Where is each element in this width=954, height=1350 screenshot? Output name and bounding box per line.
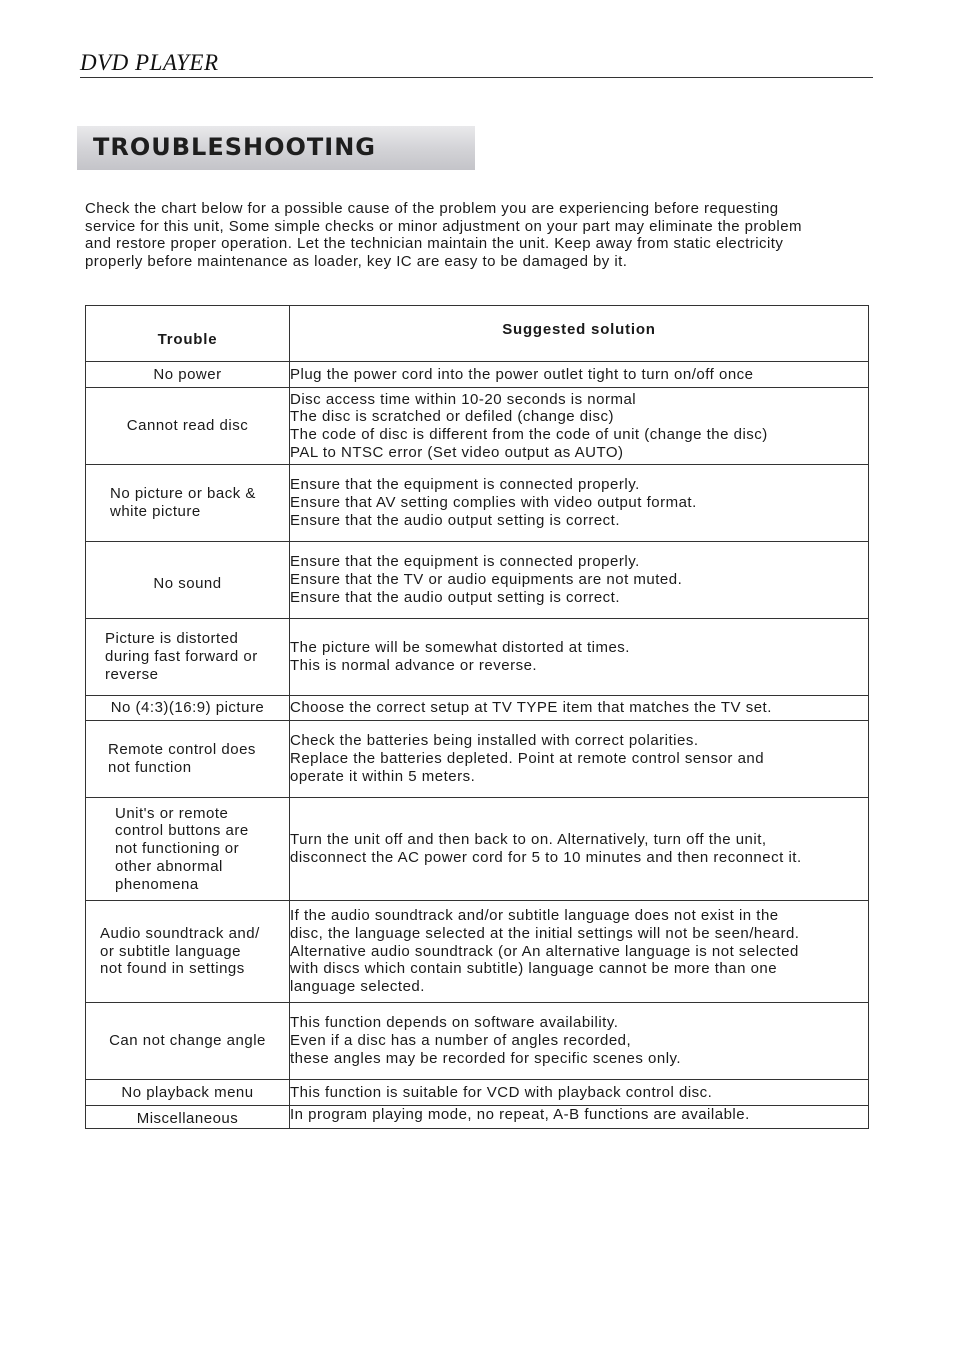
trouble-text: Audio soundtrack and/ [100, 924, 260, 942]
solution-text: Replace the batteries depleted. Point at remote control sensor and [290, 750, 765, 768]
table-row [86, 798, 869, 901]
table-row [86, 465, 869, 542]
trouble-cell [86, 465, 290, 542]
trouble-text: not function [108, 759, 192, 776]
trouble-text: No picture or back & [110, 485, 256, 503]
solution-text: Even if a disc has a number of angles recorded, [290, 1032, 632, 1050]
solution-text: Ensure that the TV or audio equipments are not muted. [290, 571, 683, 589]
trouble-text: No (4:3)(16:9) picture [110, 699, 265, 717]
solution-text: Ensure that the audio output setting is correct. [290, 588, 621, 606]
table-row [86, 1106, 869, 1129]
solution-text: operate it within 5 meters. [290, 767, 476, 785]
trouble-text: during fast forward or [105, 648, 258, 666]
solution-text: In program playing mode, no repeat, A-B functions are available. [290, 1106, 750, 1123]
table-row [86, 1003, 869, 1080]
solution-text: This function depends on software availability. [290, 1014, 619, 1032]
trouble-cell [86, 901, 290, 1003]
solution-cell [290, 901, 869, 1003]
trouble-text: other abnormal [115, 857, 223, 875]
solution-text: with discs which contain subtitle) language cannot be more than one [290, 960, 778, 978]
header-divider [80, 77, 873, 78]
trouble-cell [86, 798, 290, 901]
intro-line: Check the chart below for a possible cause of the problem you are experiencing before requesting [85, 200, 779, 217]
solution-cell [290, 465, 869, 542]
trouble-text: Picture is distorted [105, 630, 239, 648]
solution-text: Ensure that AV setting complies with video output format. [290, 494, 697, 512]
solution-text: The code of disc is different from the code of unit (change the disc) [290, 426, 768, 443]
table-row [86, 542, 869, 619]
table-row [86, 696, 869, 721]
page-header-title: DVD PLAYER [80, 50, 219, 75]
intro-line: properly before maintenance as loader, key IC are easy to be damaged by it. [85, 253, 628, 271]
trouble-cell [86, 542, 290, 619]
column-header-solution: Suggested solution [290, 306, 869, 362]
solution-text: The disc is scratched or defiled (change disc) [290, 408, 614, 426]
trouble-text: white picture [110, 503, 201, 520]
trouble-cell [86, 1080, 290, 1106]
trouble-text: not functioning or [115, 840, 240, 858]
trouble-text: Remote control does [108, 741, 256, 759]
solution-text: language selected. [290, 978, 425, 996]
solution-cell [290, 721, 869, 798]
solution-cell [290, 798, 869, 901]
solution-text: Ensure that the audio output setting is correct. [290, 511, 621, 529]
section-banner [77, 126, 475, 170]
trouble-text: reverse [105, 665, 159, 683]
trouble-cell [86, 696, 290, 721]
solution-text: Check the batteries being installed with correct polarities. [290, 732, 699, 750]
trouble-text: Can not change angle [109, 1032, 266, 1050]
solution-text: PAL to NTSC error (Set video output as AUTO) [290, 443, 624, 461]
trouble-text: Cannot read disc [126, 417, 249, 435]
solution-text: The picture will be somewhat distorted at times. [290, 639, 630, 657]
solution-cell [290, 1003, 869, 1080]
table-row [86, 721, 869, 798]
table-header-row [86, 306, 869, 362]
trouble-cell [86, 362, 290, 388]
trouble-text: No playback menu [121, 1083, 254, 1101]
solution-cell [290, 619, 869, 696]
solution-text: disc, the language selected at the initial settings will not be seen/heard. [290, 924, 800, 942]
solution-cell [290, 542, 869, 619]
trouble-text: No sound [153, 575, 222, 593]
troubleshooting-table [85, 305, 869, 1129]
solution-text: Alternative audio soundtrack (or An alternative language is not selected [290, 942, 799, 960]
trouble-cell [86, 1003, 290, 1080]
solution-text: these angles may be recorded for specific scenes only. [290, 1049, 682, 1067]
trouble-cell [86, 388, 290, 465]
trouble-text: Miscellaneous [136, 1110, 239, 1127]
intro-line: service for this unit, Some simple checks or minor adjustment on your part may eliminate the problem [85, 217, 802, 235]
solution-cell [290, 362, 869, 388]
table-row [86, 388, 869, 465]
trouble-cell [86, 721, 290, 798]
trouble-cell [86, 619, 290, 696]
trouble-text: phenomena [115, 875, 199, 893]
trouble-text: control buttons are [115, 822, 249, 840]
solution-text: Ensure that the equipment is connected properly. [290, 553, 640, 571]
table-row [86, 362, 869, 388]
trouble-text: Unit's or remote [115, 804, 229, 822]
column-header-trouble: Trouble [86, 306, 290, 362]
solution-cell [290, 1106, 869, 1129]
trouble-text: No power [153, 365, 222, 383]
table-row [86, 619, 869, 696]
solution-text: Choose the correct setup at TV TYPE item that matches the TV set. [290, 699, 772, 717]
solution-cell [290, 696, 869, 721]
solution-text: If the audio soundtrack and/or subtitle language does not exist in the [290, 907, 779, 925]
solution-text: Plug the power cord into the power outlet tight to turn on/off once [290, 365, 754, 383]
solution-text: disconnect the AC power cord for 5 to 10 minutes and then reconnect it. [290, 849, 802, 866]
solution-cell [290, 1080, 869, 1106]
intro-paragraph [85, 200, 875, 271]
trouble-cell [86, 1106, 290, 1129]
trouble-text: not found in settings [100, 960, 245, 978]
solution-text: Turn the unit off and then back to on. Alternatively, turn off the unit, [290, 831, 767, 849]
intro-line: and restore proper operation. Let the technician maintain the unit. Keep away from static electricity [85, 235, 784, 253]
solution-cell [290, 388, 869, 465]
solution-text: This is normal advance or reverse. [290, 657, 538, 674]
solution-text: Ensure that the equipment is connected properly. [290, 476, 640, 494]
solution-text: Disc access time within 10-20 seconds is normal [290, 390, 637, 408]
trouble-text: or subtitle language [100, 942, 241, 960]
solution-text: This function is suitable for VCD with playback control disc. [290, 1083, 713, 1101]
table-row [86, 901, 869, 1003]
section-title: TROUBLESHOOTING [93, 133, 376, 161]
table-row [86, 1080, 869, 1106]
